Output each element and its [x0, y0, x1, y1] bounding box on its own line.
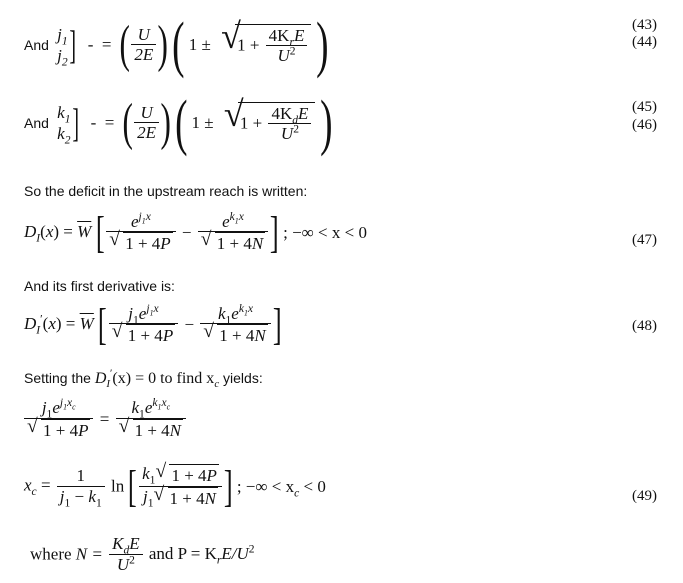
equation-49: $x_c$ = $\frac{1}{j_1 - k_1}$ ln [ $k_1$ √ 1 + 4P $j_1$ √ 1 + 4N ] ; −∞ < $x_c < 0$: [24, 461, 326, 511]
equation-number-49: (49): [632, 488, 657, 504]
and-label-2: And: [24, 115, 49, 131]
equation-45-46: And $k_1$ $k_2$ ] - = ( $\frac{U}{2E}$ ) ( 1 ± √ 1 + $\frac{4K_dE}{U^2}$ ): [24, 89, 333, 157]
text-setting: Setting the $D_I'(x) = 0$ to find $x_c$ yields:: [24, 367, 263, 391]
equation-number-43: (43): [632, 17, 657, 33]
j-roots: $j_1$ $j_2$: [57, 24, 68, 69]
bracket-icon: ]: [72, 100, 79, 145]
equation-47: $D_I(x) = \overline{W}$ [ $e^{j_1x}$ √ 1 + 4P − $e^{k_1x}$ √ 1 + 4N ] ; −∞ < x < 0: [24, 208, 367, 257]
equation-number-48: (48): [632, 318, 657, 334]
k-roots: $k_1$ $k_2$: [57, 102, 71, 147]
equation-48: $D_I'(x) = \overline{W}$ [ $j_1e^{j_1x}$ √ 1 + 4P − $k_1e^{k_1x}$ √ 1 + 4N ]: [24, 300, 282, 349]
equation-intermediate: $j_1e^{j_1x_c}$ √ 1 + 4P = $k_1e^{k_1x_c}$ √ 1 + 4N: [22, 398, 188, 441]
and-label-1: And: [24, 37, 49, 53]
equation-43-44: And $j_1$ $j_2$ ] - = ( $\frac{U}{2E}$ ) ( 1 ± √ 1 + $\frac{4K_rE}{U^2}$ ): [24, 11, 329, 79]
equation-number-47: (47): [632, 232, 657, 248]
equation-number-46: (46): [632, 117, 657, 133]
text-upstream-deficit: So the deficit in the upstream reach is written:: [24, 183, 308, 199]
where-clause: where N = $\frac{K_dE}{U^2}$ and $P = K_rE/U^2$: [30, 534, 255, 574]
text-first-derivative: And its first derivative is:: [24, 278, 175, 294]
bracket-icon: ]: [69, 22, 76, 67]
equation-number-44: (44): [632, 34, 657, 50]
equation-number-45: (45): [632, 99, 657, 115]
